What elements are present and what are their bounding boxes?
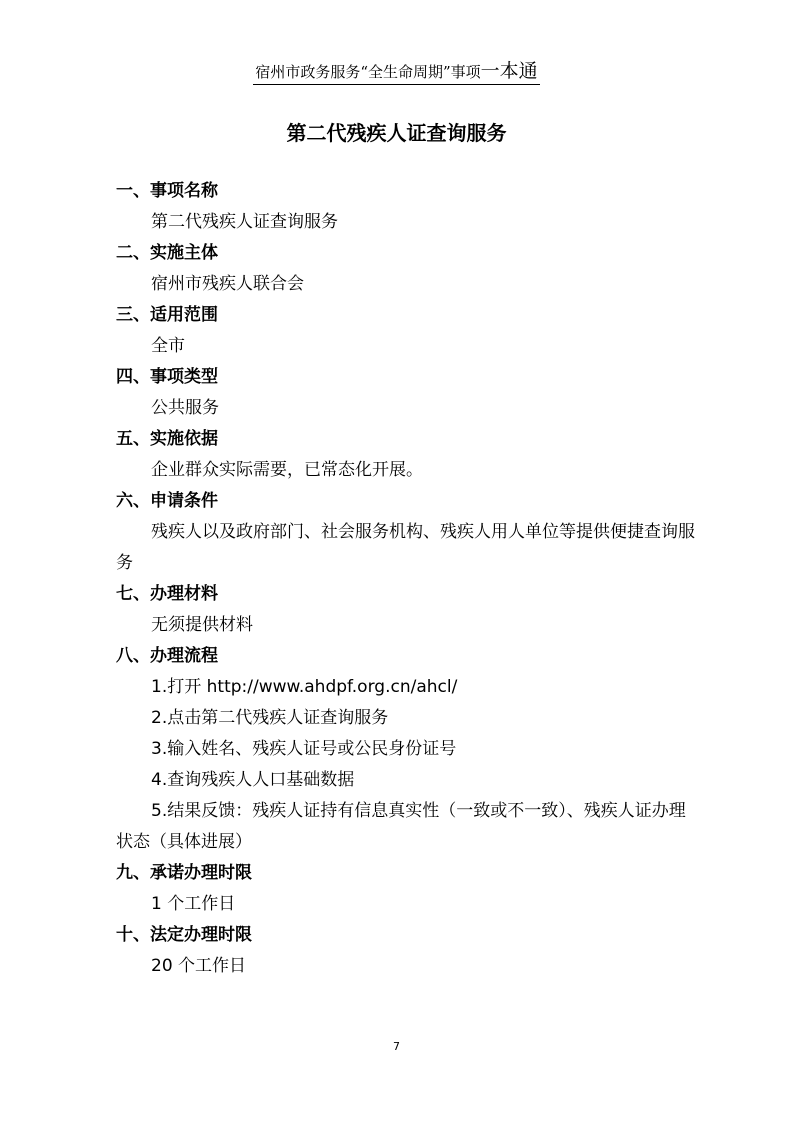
section-promised-time-limit <box>116 858 696 920</box>
section-text: 公共服务 <box>151 398 219 418</box>
section-text: 第二代残疾人证查询服务 <box>151 212 338 232</box>
section-heading: 六、申请条件 <box>116 491 218 511</box>
section-heading: 一、事项名称 <box>116 181 218 201</box>
process-step: 2.点击第二代残疾人证查询服务 <box>151 708 389 728</box>
section-conditions <box>116 486 696 579</box>
header-text-main: 宿州市政务服务“全生命周期”事项 <box>255 63 481 81</box>
page-number: 7 <box>393 1040 400 1053</box>
process-step: 3.输入姓名、残疾人证号或公民身份证号 <box>151 739 457 759</box>
section-heading: 五、实施依据 <box>116 429 218 449</box>
section-scope <box>116 300 696 362</box>
section-heading: 八、办理流程 <box>116 646 218 666</box>
section-heading: 四、事项类型 <box>116 367 218 387</box>
section-text: 企业群众实际需要，已常态化开展。 <box>151 460 423 480</box>
section-text: 无须提供材料 <box>151 615 253 635</box>
section-process <box>116 641 696 858</box>
section-text: 宿州市残疾人联合会 <box>151 274 304 294</box>
section-implementing-body <box>116 238 696 300</box>
section-heading: 三、适用范围 <box>116 305 218 325</box>
section-item-name <box>116 176 696 238</box>
document-title: 第二代残疾人证查询服务 <box>286 121 507 145</box>
document-body <box>116 176 696 982</box>
section-materials <box>116 579 696 641</box>
section-text: 1 个工作日 <box>151 894 236 914</box>
process-step: 5.结果反馈：残疾人证持有信息真实性（一致或不一致）、残疾人证办理状态（具体进展） <box>116 801 686 852</box>
section-text: 全市 <box>151 336 185 356</box>
section-legal-time-limit <box>116 920 696 982</box>
header-text <box>253 60 539 85</box>
section-text: 20 个工作日 <box>151 956 247 976</box>
process-step: 4.查询残疾人人口基础数据 <box>151 770 355 790</box>
section-item-type <box>116 362 696 424</box>
section-heading: 九、承诺办理时限 <box>116 863 252 883</box>
section-basis <box>116 424 696 486</box>
section-text: 残疾人以及政府部门、社会服务机构、残疾人用人单位等提供便捷查询服务 <box>116 522 695 573</box>
header-text-big: 一本通 <box>480 60 538 82</box>
section-heading: 二、实施主体 <box>116 243 218 263</box>
process-step: 1.打开 http://www.ahdpf.org.cn/ahcl/ <box>151 677 458 697</box>
section-heading: 七、办理材料 <box>116 584 218 604</box>
section-heading: 十、法定办理时限 <box>116 925 252 945</box>
page-header <box>0 60 793 85</box>
